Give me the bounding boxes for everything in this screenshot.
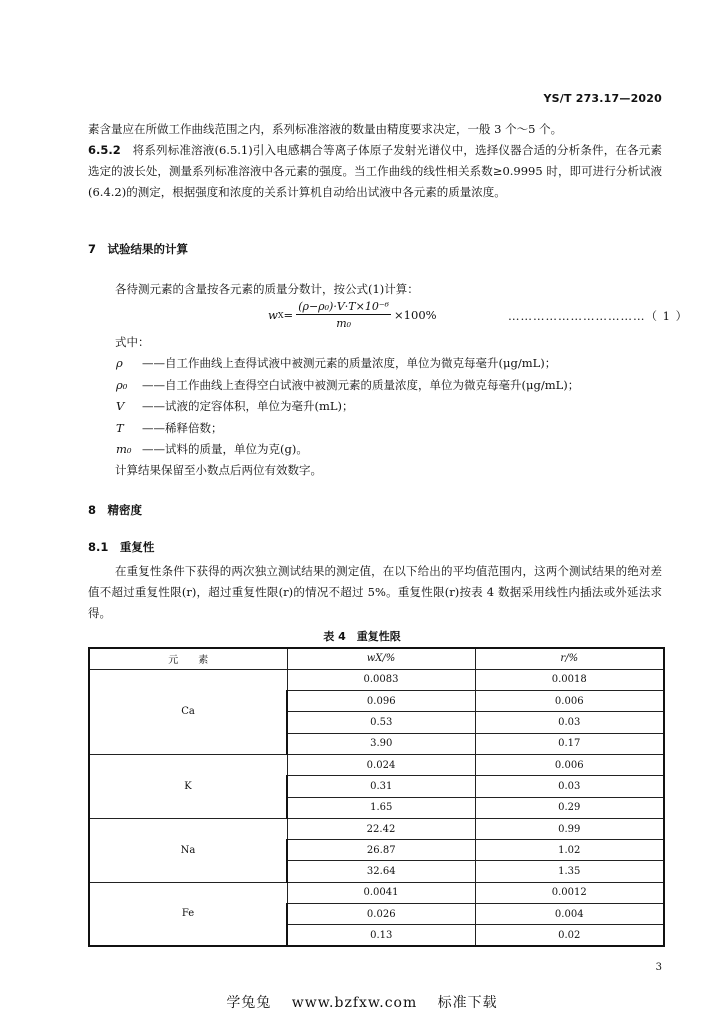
section-8-1-heading xyxy=(88,539,154,555)
variable-rho xyxy=(116,353,579,375)
r-cell: 0.006 xyxy=(475,691,664,712)
r-cell: 0.17 xyxy=(475,733,664,754)
variable-symbol: m₀ xyxy=(116,442,132,456)
section-7-title: 试验结果的计算 xyxy=(107,242,189,256)
section-7-intro: 各待测元素的含量按各元素的质量分数计，按公式(1)计算： xyxy=(115,282,419,296)
formula-lhs: w xyxy=(268,308,278,322)
r-cell: 0.006 xyxy=(475,754,664,775)
section-8-1-number: 8.1 xyxy=(88,540,109,554)
section-6-5-2-paragraph xyxy=(88,140,662,203)
variable-v xyxy=(116,396,579,418)
section-6-5-2-number: 6.5.2 xyxy=(88,143,121,157)
r-cell: 0.0012 xyxy=(475,882,664,903)
formula-fraction xyxy=(296,300,391,330)
variable-desc: ——稀释倍数； xyxy=(142,420,223,435)
element-cell: Ca xyxy=(89,669,287,754)
result-note: 计算结果保留至小数点后两位有效数字。 xyxy=(115,463,322,477)
variable-symbol: T xyxy=(116,420,124,435)
r-cell: 1.02 xyxy=(475,840,664,861)
wx-cell: 22.42 xyxy=(287,818,475,839)
variable-t xyxy=(116,418,579,440)
formula-lhs-sub: X xyxy=(277,310,284,320)
wx-cell: 0.0041 xyxy=(287,882,475,903)
page-number: 3 xyxy=(655,962,662,973)
wx-cell: 0.026 xyxy=(287,904,475,925)
r-cell: 0.0018 xyxy=(475,669,664,690)
element-cell: K xyxy=(89,754,287,818)
variable-symbol: ρ₀ xyxy=(116,377,128,392)
section-8-number: 8 xyxy=(88,503,97,517)
wx-cell: 3.90 xyxy=(287,733,475,754)
variable-desc: ——自工作曲线上查得试液中被测元素的质量浓度，单位为微克每毫升(μg/mL)； xyxy=(142,356,557,370)
wx-cell: 32.64 xyxy=(287,861,475,882)
wx-cell: 26.87 xyxy=(287,840,475,861)
formula-1 xyxy=(268,300,437,330)
table-row xyxy=(89,669,664,690)
variable-list xyxy=(116,353,579,461)
r-cell: 0.29 xyxy=(475,797,664,818)
footer-watermark: 学兔兔 www.bzfxw.com 标准下载 xyxy=(226,995,498,1011)
table-row xyxy=(89,882,664,903)
top-paragraph-text: 素含量应在所做工作曲线范围之内，系列标准溶液的数量由精度要求决定，一般 3 个～5 个。 xyxy=(88,122,563,136)
variable-symbol: V xyxy=(116,399,125,413)
wx-cell: 0.13 xyxy=(287,925,475,946)
section-7-number: 7 xyxy=(88,242,97,256)
where-label: 式中： xyxy=(115,335,150,349)
variable-m0 xyxy=(116,439,579,461)
formula-tail: ×100% xyxy=(394,308,437,322)
element-cell: Fe xyxy=(89,882,287,946)
section-6-5-2-text: 将系列标准溶液(6.5.1)引入电感耦合等离子体原子发射光谱仪中，选择仪器合适的分析条件，在各元素选定的波长处，测量系列标准溶液中各元素的强度。当工作曲线的线性相关系数≥0.9995 时，即可进行分析试液(6.4.2)的测定，根据强度和浓度的关系计算机自动给出试液中各元素的质量浓度。 xyxy=(88,143,662,199)
wx-cell: 0.024 xyxy=(287,754,475,775)
r-cell: 0.03 xyxy=(475,776,664,797)
header-element: 元 素 xyxy=(89,648,287,669)
r-cell: 0.99 xyxy=(475,818,664,839)
section-8-1-paragraph xyxy=(88,561,662,624)
wx-cell: 0.53 xyxy=(287,712,475,733)
variable-symbol: ρ xyxy=(116,356,123,370)
variable-desc: ——试液的定容体积，单位为毫升(mL)； xyxy=(142,399,354,413)
r-cell: 0.02 xyxy=(475,925,664,946)
section-6-5-2 xyxy=(88,140,662,203)
r-cell: 0.03 xyxy=(475,712,664,733)
section-8-title: 精密度 xyxy=(107,503,143,517)
variable-rho0 xyxy=(116,375,579,397)
wx-cell: 0.31 xyxy=(287,776,475,797)
formula-denominator: m₀ xyxy=(336,317,352,330)
table-4-caption: 表 4 重复性限 xyxy=(323,630,401,643)
header-r: r/% xyxy=(475,648,664,669)
section-8-1-text: 在重复性条件下获得的两次独立测试结果的测定值，在以下给出的平均值范围内，这两个测试结果的绝对差值不超过重复性限(r)，超过重复性限(r)的情况不超过 5%。重复性限(r)按表 4 数据采用线性内插法或外延法求得。 xyxy=(88,564,662,620)
table-4 xyxy=(88,647,665,947)
formula-number: ……………………………（ 1 ） xyxy=(508,309,689,323)
wx-cell: 1.65 xyxy=(287,797,475,818)
section-7-heading xyxy=(88,241,188,257)
table-row xyxy=(89,818,664,839)
wx-cell: 0.096 xyxy=(287,691,475,712)
r-cell: 0.004 xyxy=(475,904,664,925)
element-cell: Na xyxy=(89,818,287,882)
wx-cell: 0.0083 xyxy=(287,669,475,690)
top-paragraph xyxy=(88,119,662,140)
section-8-heading xyxy=(88,502,142,518)
standard-code-header: YS/T 273.17—2020 xyxy=(543,92,662,105)
formula-eq: = xyxy=(283,308,294,322)
section-8-1-title: 重复性 xyxy=(119,540,155,554)
header-wx: wX/% xyxy=(287,648,475,669)
table-header-row xyxy=(89,648,664,669)
formula-numerator: (ρ−ρ₀)·V·T×10⁻⁶ xyxy=(298,300,390,313)
variable-desc: ——试料的质量，单位为克(g)。 xyxy=(142,442,308,456)
table-row xyxy=(89,754,664,775)
r-cell: 1.35 xyxy=(475,861,664,882)
variable-desc: ——自工作曲线上查得空白试液中被测元素的质量浓度，单位为微克每毫升(μg/mL)； xyxy=(142,377,580,392)
